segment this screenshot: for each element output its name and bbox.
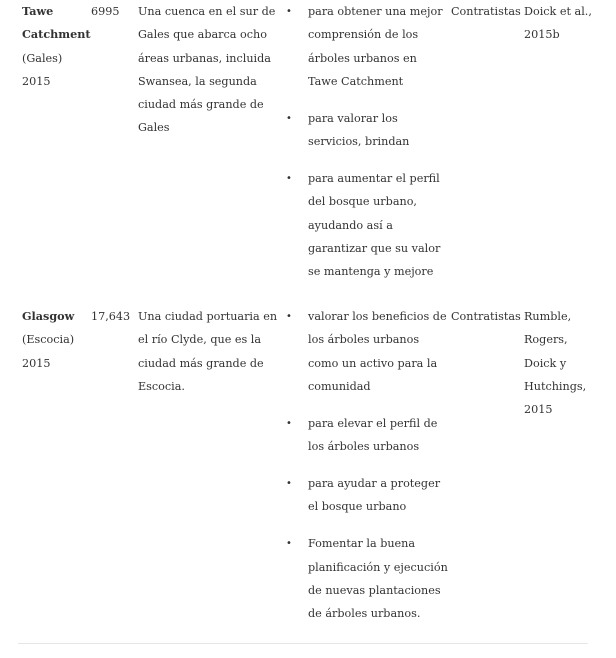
description-cell: Una cuenca en el sur de Gales que abarca ocho áreas urbanas, incluida Swansea, la segunda ciudad más grande de Gales	[138, 5, 276, 135]
goals-list	[286, 305, 448, 626]
list-item	[286, 412, 448, 459]
bullet-icon: •	[286, 173, 292, 185]
bullet-icon: •	[286, 417, 292, 429]
list-item	[286, 532, 448, 625]
method-cell: Contratistas	[451, 5, 521, 18]
goal-text: para valorar los servicios, brindan	[308, 111, 410, 149]
goal-text: Fomentar la buena planificación y ejecución de nuevas plantaciones de árboles urbanos.	[308, 537, 448, 621]
site-name: Tawe	[22, 4, 54, 18]
goal-text: para obtener una mejor comprensión de los árboles urbanos en Tawe Catchment	[308, 5, 443, 88]
goal-text: para elevar el perfil de los árboles urbanos	[308, 416, 438, 454]
bullet-icon: •	[286, 478, 292, 490]
goal-text: para ayudar a proteger el bosque urbano	[308, 477, 441, 514]
site-name: Glasgow	[22, 309, 75, 323]
bullet-icon: •	[286, 538, 292, 550]
method-cell: Contratistas	[451, 310, 521, 323]
goals-cell	[286, 0, 448, 284]
bullet-icon: •	[286, 112, 292, 124]
area-cell: 6995	[91, 5, 120, 18]
site-cell	[22, 305, 92, 375]
list-item	[286, 305, 448, 398]
goals-list	[286, 0, 448, 284]
bullet-icon: •	[286, 6, 292, 17]
list-item	[286, 0, 448, 93]
list-item	[286, 167, 448, 283]
goal-text: para aumentar el perfil del bosque urbano, ayudando así a garantizar que su valor se mantenga y mejore	[308, 172, 441, 279]
table-bottom-divider	[18, 643, 588, 644]
site-name: Catchment	[22, 27, 91, 42]
goals-cell	[286, 305, 448, 626]
list-item	[286, 107, 448, 154]
site-year: 2015	[22, 74, 51, 88]
goal-text: valorar los beneficios de los árboles urbanos como un activo para la comunidad	[308, 310, 447, 393]
list-item	[286, 472, 448, 519]
description-cell: Una ciudad portuaria en el río Clyde, que es la ciudad más grande de Escocia.	[138, 310, 278, 393]
site-cell	[22, 0, 92, 93]
site-country: (Gales)	[22, 51, 63, 65]
bullet-icon: •	[286, 311, 292, 322]
reference-cell: Rumble, Rogers, Doick y Hutchings, 2015	[524, 310, 587, 417]
reference-cell: Doick et al., 2015b	[524, 5, 592, 42]
area-cell: 17,643	[91, 310, 131, 323]
site-year: 2015	[22, 356, 51, 370]
site-country: (Escocia)	[22, 333, 75, 347]
